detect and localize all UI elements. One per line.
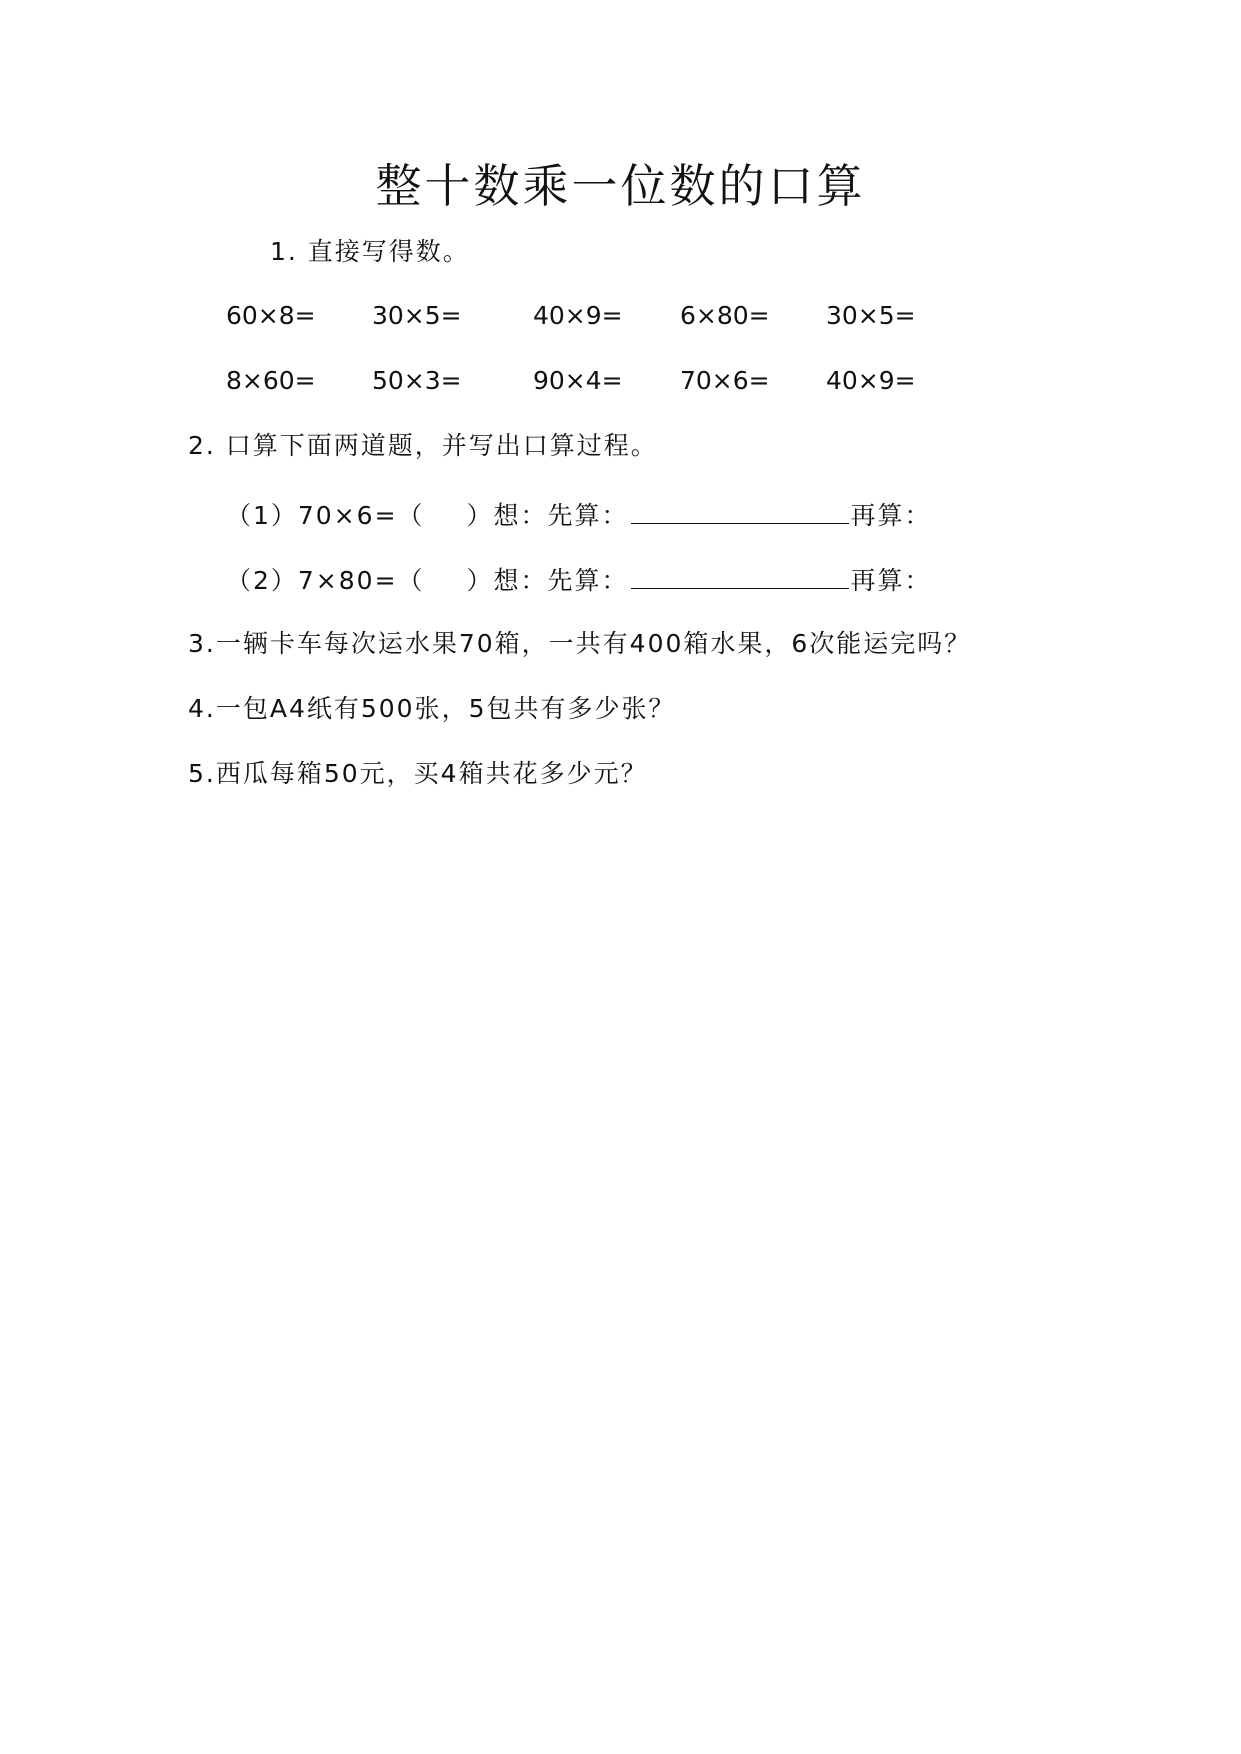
answer-blank-line <box>631 497 849 524</box>
calc-item: 70×6= <box>680 366 770 395</box>
question-4: 4.一包A4纸有500张，5包共有多少张？ <box>188 694 676 723</box>
page-title: 整十数乘一位数的口算 <box>375 159 866 213</box>
item-after: 再算： <box>850 566 932 595</box>
question-2-item-2 <box>226 562 932 597</box>
question-2-label: 2. 口算下面两道题，并写出口算过程。 <box>188 431 658 460</box>
calc-item: 40×9= <box>826 366 916 395</box>
calc-item: 50×3= <box>372 366 462 395</box>
item-suffix: ）想：先算： <box>466 566 629 595</box>
answer-blank-line <box>631 562 849 589</box>
question-3: 3.一辆卡车每次运水果70箱，一共有400箱水果，6次能运完吗？ <box>188 629 972 658</box>
calc-item: 30×5= <box>372 301 462 330</box>
question-5: 5.西瓜每箱50元，买4箱共花多少元？ <box>188 759 648 788</box>
calc-item: 60×8= <box>226 301 316 330</box>
item-suffix: ）想：先算： <box>466 501 629 530</box>
item-prefix: （2）7×80=（ <box>226 566 425 595</box>
question-1-label: 1. 直接写得数。 <box>270 237 470 266</box>
calc-item: 30×5= <box>826 301 916 330</box>
calc-item: 6×80= <box>680 301 770 330</box>
calc-item: 40×9= <box>533 301 623 330</box>
calc-item: 90×4= <box>533 366 623 395</box>
item-after: 再算： <box>850 501 932 530</box>
question-2-item-1 <box>226 497 932 532</box>
calc-item: 8×60= <box>226 366 316 395</box>
item-prefix: （1）70×6=（ <box>226 501 425 530</box>
